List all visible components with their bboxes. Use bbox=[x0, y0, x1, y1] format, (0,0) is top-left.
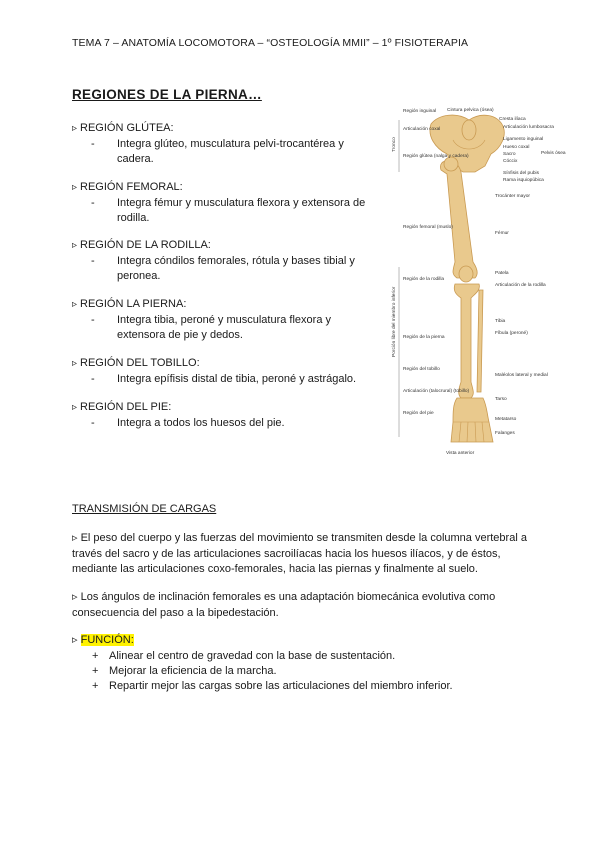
right-label: Articulación de la rodilla bbox=[495, 283, 546, 288]
region-description: Integra tibia, peroné y musculatura flexora y extensora de pie y dedos. bbox=[117, 314, 332, 341]
right-label: Cóccix bbox=[503, 159, 518, 164]
dash-bullet: - bbox=[91, 314, 95, 326]
right-label: Fíbula (peroné) bbox=[495, 331, 528, 336]
region-heading: REGIÓN DE LA RODILLA: bbox=[80, 239, 211, 251]
region-heading: REGIÓN GLÚTEA: bbox=[80, 122, 174, 134]
region-gluteal bbox=[72, 121, 372, 167]
lower-limb-skeleton-figure bbox=[391, 102, 566, 462]
funcion-label-highlighted: FUNCIÓN: bbox=[80, 634, 134, 646]
right-label: Tarso bbox=[495, 397, 507, 402]
bullet-arrow-icon: ▹ bbox=[72, 240, 78, 251]
right-label: Tibia bbox=[495, 319, 506, 324]
dash-bullet: - bbox=[91, 417, 95, 429]
left-label: Región inguinal bbox=[403, 109, 437, 114]
section-title-regiones: REGIONES DE LA PIERNA… bbox=[72, 87, 262, 102]
list-item bbox=[92, 649, 453, 664]
left-label: Articulación coxal bbox=[403, 127, 441, 132]
funcion-heading bbox=[72, 633, 532, 649]
left-label: Articulación (talocrural) (tobillo) bbox=[403, 389, 470, 394]
paragraph-text: El peso del cuerpo y las fuerzas del movimiento se transmiten desde la columna vertebral a través del sacro y de las articulaciones sacroilíacas hacia los huesos ilíacos, y de éstos, mediante las articulaciones coxo-femorales, hacia las piernas y finalmente al suelo. bbox=[72, 532, 527, 575]
list-item-text: Alinear el centro de gravedad con la base de sustentación. bbox=[109, 650, 396, 662]
plus-bullet: + bbox=[92, 665, 99, 677]
side-label-free-limb: Porción libre del miembro inferior bbox=[392, 286, 397, 357]
bullet-arrow-icon: ▹ bbox=[72, 182, 78, 193]
left-label: Región del tobillo bbox=[403, 367, 440, 372]
region-heading: REGIÓN DEL PIE: bbox=[80, 401, 172, 413]
right-label: Cresta ilíaca bbox=[499, 117, 526, 122]
region-description: Integra cóndilos femorales, rótula y bases tibial y peronea. bbox=[117, 255, 355, 282]
left-label: Región de la pierna bbox=[403, 335, 445, 340]
bullet-arrow-icon: ▹ bbox=[72, 299, 78, 310]
right-label: Hueso coxal bbox=[503, 145, 530, 150]
list-item bbox=[92, 679, 453, 694]
dash-bullet: - bbox=[91, 138, 95, 150]
list-item bbox=[92, 664, 453, 679]
bullet-arrow-icon: ▹ bbox=[72, 402, 78, 413]
right-label: Patela bbox=[495, 271, 509, 276]
bullet-arrow-icon: ▹ bbox=[72, 123, 78, 134]
region-femoral bbox=[72, 180, 372, 226]
plus-bullet: + bbox=[92, 650, 99, 662]
dash-bullet: - bbox=[91, 373, 95, 385]
bullet-arrow-icon: ▹ bbox=[72, 358, 78, 369]
region-description: Integra epífisis distal de tibia, peroné y astrágalo. bbox=[117, 373, 357, 385]
figure-caption: Vista anterior bbox=[446, 451, 475, 456]
figure-top-label: Cintura pelvica (ósea) bbox=[447, 108, 494, 113]
side-label-trunk: Tronco bbox=[392, 137, 397, 152]
plus-bullet: + bbox=[92, 680, 99, 692]
right-label: Fémur bbox=[495, 231, 509, 236]
right-label: Trocánter mayor bbox=[495, 194, 531, 199]
paragraph-peso bbox=[72, 531, 532, 578]
funcion-list bbox=[92, 649, 453, 694]
section-title-transmision: TRANSMISIÓN DE CARGAS bbox=[72, 503, 217, 515]
list-item-text: Mejorar la eficiencia de la marcha. bbox=[109, 665, 277, 677]
region-heading: REGIÓN FEMORAL: bbox=[80, 181, 183, 193]
region-description: Integra fémur y musculatura flexora y extensora de rodilla. bbox=[117, 197, 366, 224]
right-label: Sínfisis del pubis bbox=[503, 171, 539, 176]
dash-bullet: - bbox=[91, 255, 95, 267]
paragraph-text: Los ángulos de inclinación femorales es una adaptación biomecánica evolutiva como consecuencia del paso a la bipedestación. bbox=[72, 591, 496, 619]
region-description: Integra a todos los huesos del pie. bbox=[117, 417, 285, 429]
region-description: Integra glúteo, musculatura pelvi-trocantérea y cadera. bbox=[117, 138, 344, 165]
left-label: Región glútea (nalga y cadera) bbox=[403, 154, 469, 159]
list-item-text: Repartir mejor las cargas sobre las articulaciones del miembro inferior. bbox=[109, 680, 453, 692]
left-label: Región de la rodilla bbox=[403, 277, 445, 282]
dash-bullet: - bbox=[91, 197, 95, 209]
left-label: Región del pie bbox=[403, 411, 434, 416]
right-label: Sacro bbox=[503, 152, 516, 157]
bullet-arrow-icon: ▹ bbox=[72, 591, 78, 603]
right-bracket-label: Pelvis ósea bbox=[541, 151, 566, 156]
right-label: Rama isquiopúbica bbox=[503, 178, 544, 183]
bullet-arrow-icon: ▹ bbox=[72, 532, 78, 544]
paragraph-angulos bbox=[72, 590, 532, 621]
right-label: Maléolos lateral y medial bbox=[495, 373, 548, 378]
region-knee bbox=[72, 238, 372, 284]
bullet-arrow-icon: ▹ bbox=[72, 634, 78, 646]
region-ankle bbox=[72, 356, 372, 387]
page-header: TEMA 7 – ANATOMÍA LOCOMOTORA – “OSTEOLOGÍA MMII” – 1º FISIOTERAPIA bbox=[72, 37, 469, 49]
region-heading: REGIÓN DEL TOBILLO: bbox=[80, 357, 200, 369]
right-label: Falanges bbox=[495, 431, 515, 436]
right-label: Articulación lumbosacra bbox=[503, 125, 554, 130]
right-label: Ligamento inguinal bbox=[503, 137, 544, 142]
left-label: Región femoral (muslo) bbox=[403, 225, 453, 230]
region-heading: REGIÓN LA PIERNA: bbox=[80, 298, 187, 310]
region-leg bbox=[72, 297, 372, 343]
right-label: Metatarso bbox=[495, 417, 517, 422]
region-foot bbox=[72, 400, 372, 431]
